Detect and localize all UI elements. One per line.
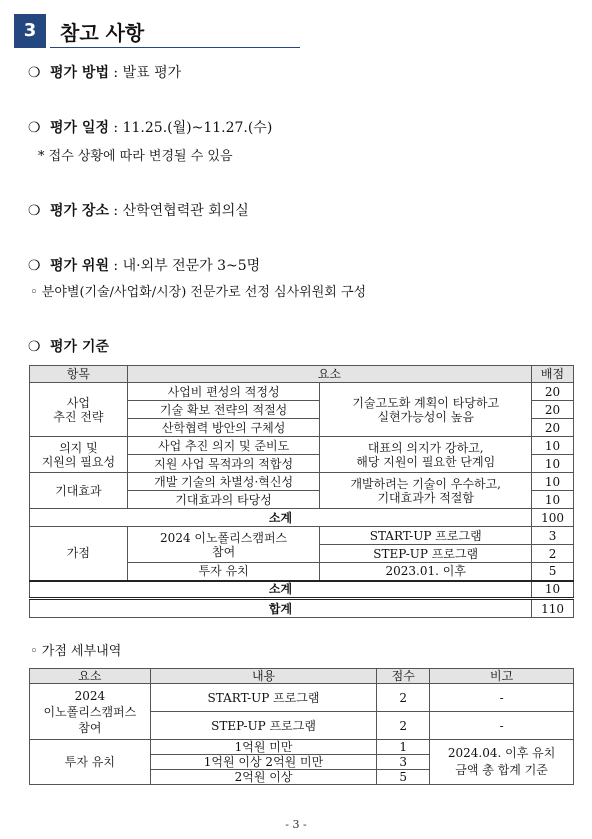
element-cell: 2024 이노폴리스캠퍼스 참여 <box>30 684 151 740</box>
content-cell: 2억원 이상 <box>150 770 377 785</box>
eval-schedule: ❍ 평가 일정 : 11.25.(월)~11.27.(수) <box>28 120 273 136</box>
bonus-detail-table <box>29 668 574 785</box>
subtotal-row <box>30 581 574 599</box>
criteria-table <box>29 365 574 618</box>
content-cell: STEP-UP 프로그램 <box>150 712 377 740</box>
subtotal-score: 10 <box>532 581 574 599</box>
section-number: 3 <box>14 14 46 48</box>
bonus-detail-title: ◦ 가점 세부내역 <box>30 644 122 659</box>
table-row <box>30 527 574 545</box>
section-title: 참고 사항 <box>60 21 145 45</box>
score-cell: 3 <box>377 755 430 770</box>
subtotal-score: 100 <box>532 509 574 527</box>
eval-committee-value: 내·외부 전문가 3~5명 <box>122 258 261 274</box>
subtotal-label: 소계 <box>30 581 532 599</box>
element-cell: 투자 유치 <box>30 740 151 785</box>
committee-note: ◦ 분야별(기술/사업화/시장) 전문가로 선정 심사위원회 구성 <box>30 285 367 300</box>
section-header <box>14 14 300 48</box>
eval-place-label: 평가 장소 <box>50 203 109 219</box>
element-cell: 사업 추진 의지 및 준비도 <box>127 437 320 455</box>
score-cell: 5 <box>377 770 430 785</box>
note-cell: 2024.04. 이후 유치 금액 총 합계 기준 <box>430 740 574 785</box>
header-cell: 항목 <box>30 366 128 383</box>
detail-cell: 2023.01. 이후 <box>320 563 532 581</box>
eval-committee-label: 평가 위원 <box>50 258 109 274</box>
score-cell: 5 <box>532 563 574 581</box>
score-cell: 2 <box>377 712 430 740</box>
table-row <box>30 473 574 491</box>
header-cell: 요소 <box>127 366 531 383</box>
category-cell: 사업 추진 전략 <box>30 383 128 437</box>
subtotal-label: 소계 <box>30 509 532 527</box>
content-cell: 1억원 미만 <box>150 740 377 755</box>
eval-method-value: 발표 평가 <box>122 65 182 81</box>
table-row <box>30 437 574 455</box>
element-cell: 사업비 편성의 적정성 <box>127 383 320 401</box>
schedule-note: * 접수 상황에 따라 변경될 수 있음 <box>38 149 233 164</box>
circle-bullet-icon: ❍ <box>28 65 41 81</box>
eval-method-label: 평가 방법 <box>50 65 109 81</box>
header-cell: 점수 <box>377 669 430 684</box>
element-cell: 개발 기술의 차별성·혁신성 <box>127 473 320 491</box>
page-number: - 3 - <box>285 818 307 831</box>
eval-schedule-value: 11.25.(월)~11.27.(수) <box>122 120 273 136</box>
element-cell: 기술 확보 전략의 적절성 <box>127 401 320 419</box>
category-cell: 의지 및 지원의 필요성 <box>30 437 128 473</box>
circle-bullet-icon: ❍ <box>28 203 41 219</box>
score-cell: 2 <box>377 684 430 712</box>
total-label: 합계 <box>30 599 532 618</box>
table-row <box>30 684 574 712</box>
eval-place-value: 산학연협력관 회의실 <box>122 203 249 219</box>
element-cell: 투자 유치 <box>127 563 320 581</box>
total-row <box>30 599 574 618</box>
eval-criteria-label: 평가 기준 <box>50 339 109 355</box>
bonus-category-cell: 가점 <box>30 527 128 581</box>
header-cell: 비고 <box>430 669 574 684</box>
table-header-row <box>30 669 574 684</box>
element-cell: 지원 사업 목적과의 적합성 <box>127 455 320 473</box>
score-cell: 20 <box>532 383 574 401</box>
element-cell: 산학협력 방안의 구체성 <box>127 419 320 437</box>
detail-cell: START-UP 프로그램 <box>320 527 532 545</box>
content-cell: 1억원 이상 2억원 미만 <box>150 755 377 770</box>
category-cell: 기대효과 <box>30 473 128 509</box>
element-cell: 2024 이노폴리스캠퍼스 참여 <box>127 527 320 563</box>
score-cell: 20 <box>532 419 574 437</box>
circle-bullet-icon: ❍ <box>28 258 41 274</box>
note-cell: - <box>430 712 574 740</box>
circle-bullet-icon: ❍ <box>28 120 41 136</box>
score-cell: 20 <box>532 401 574 419</box>
eval-committee: ❍ 평가 위원 : 내·외부 전문가 3~5명 <box>28 258 261 274</box>
header-cell: 내용 <box>150 669 377 684</box>
eval-place: ❍ 평가 장소 : 산학연협력관 회의실 <box>28 203 249 219</box>
content-cell: START-UP 프로그램 <box>150 684 377 712</box>
header-cell: 배점 <box>532 366 574 383</box>
subtotal-row <box>30 509 574 527</box>
score-cell: 3 <box>532 527 574 545</box>
element-cell: 기대효과의 타당성 <box>127 491 320 509</box>
circle-bullet-icon: ❍ <box>28 339 41 355</box>
score-cell: 2 <box>532 545 574 563</box>
score-cell: 10 <box>532 473 574 491</box>
table-row <box>30 383 574 401</box>
header-cell: 요소 <box>30 669 151 684</box>
total-score: 110 <box>532 599 574 618</box>
table-row <box>30 740 574 755</box>
note-cell: - <box>430 684 574 712</box>
score-cell: 10 <box>532 437 574 455</box>
section-underline <box>50 47 300 48</box>
note-cell: 대표의 의지가 강하고, 해당 지원이 필요한 단계임 <box>320 437 532 473</box>
note-cell: 기술고도화 계획이 타당하고 실현가능성이 높음 <box>320 383 532 437</box>
eval-criteria <box>28 336 109 356</box>
score-cell: 10 <box>532 455 574 473</box>
detail-cell: STEP-UP 프로그램 <box>320 545 532 563</box>
note-cell: 개발하려는 기술이 우수하고, 기대효과가 적절함 <box>320 473 532 509</box>
score-cell: 10 <box>532 491 574 509</box>
eval-method: ❍ 평가 방법 : 발표 평가 <box>28 65 182 81</box>
score-cell: 1 <box>377 740 430 755</box>
eval-schedule-label: 평가 일정 <box>50 120 109 136</box>
table-header-row <box>30 366 574 383</box>
